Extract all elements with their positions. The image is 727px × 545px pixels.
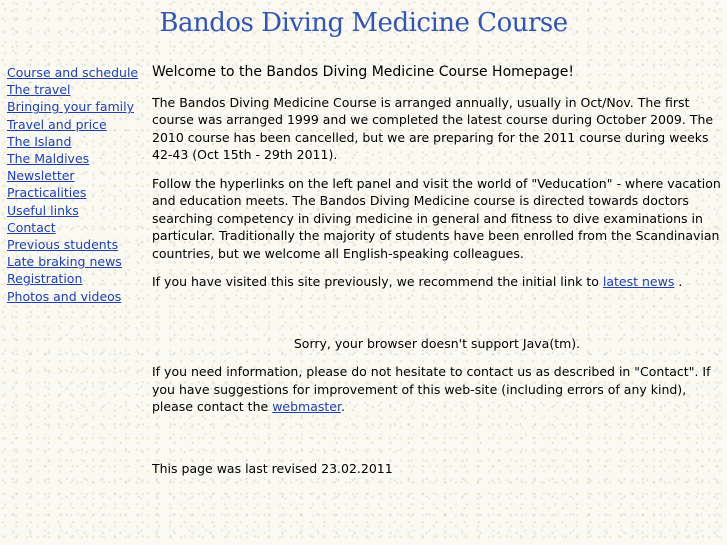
webmaster-link[interactable]: webmaster <box>272 399 341 414</box>
visited-text-end: . <box>674 274 683 289</box>
nav-link-previous-students[interactable]: Previous students <box>7 237 119 253</box>
nav-link-travel-and-price[interactable]: Travel and price <box>7 116 107 132</box>
nav-link-the-island[interactable]: The Island <box>7 133 72 149</box>
last-revised-text: This page was last revised 23.02.2011 <box>152 460 393 476</box>
page-title <box>0 8 727 38</box>
nav-link-photos-and-videos[interactable]: Photos and videos <box>7 288 122 304</box>
nav-link-contact[interactable]: Contact <box>7 219 56 235</box>
contact-text: If you need information, please do not hesitate to contact us as described in "Contact". If you have suggestions for improvement of this web-site (including errors of any kind), please contact the <box>152 364 711 414</box>
visited-paragraph <box>152 273 722 291</box>
nav-link-bringing-your-family[interactable]: Bringing your family <box>7 99 135 115</box>
left-navigation-panel <box>7 64 138 305</box>
nav-link-registration[interactable]: Registration <box>7 271 83 287</box>
page-title-text: Bandos Diving Medicine Course <box>159 8 568 38</box>
main-content <box>152 64 722 488</box>
java-applet-fallback: Sorry, your browser doesn't support Java(tm). <box>293 335 581 351</box>
nav-link-late-braking-news[interactable]: Late braking news <box>7 254 122 270</box>
nav-link-the-travel[interactable]: The travel <box>7 82 71 98</box>
contact-text-end: . <box>340 399 345 414</box>
welcome-heading: Welcome to the Bandos Diving Medicine Course Homepage! <box>152 64 574 80</box>
intro-paragraph: The Bandos Diving Medicine Course is arranged annually, usually in Oct/Nov. The first course was arranged 1999 and we completed the latest course during October 2009. The 2010 course has been cancelled, but we are preparing for the 2011 course during weeks 42-43 (Oct 15th - 29th 2011). <box>152 94 714 162</box>
nav-link-newsletter[interactable]: Newsletter <box>7 168 75 184</box>
nav-link-useful-links[interactable]: Useful links <box>7 202 79 218</box>
follow-paragraph: Follow the hyperlinks on the left panel and visit the world of "Veducation" - where vacation and education meets. The Bandos Diving Medicine course is directed towards doctors searching competency in diving medicine in general and fitness to dive examinations in particular. Traditionally the majority of students have been enrolled from the Scandinavian countries, but we welcome all English-speaking colleagues. <box>152 175 721 261</box>
latest-news-link[interactable]: latest news <box>602 274 675 289</box>
contact-paragraph <box>152 363 722 416</box>
visited-text: If you have visited this site previously, we recommend the initial link to <box>152 274 603 289</box>
nav-link-course-and-schedule[interactable]: Course and schedule <box>7 65 139 80</box>
nav-link-the-maldives[interactable]: The Maldives <box>7 151 90 167</box>
nav-link-practicalities[interactable]: Practicalities <box>7 185 87 201</box>
